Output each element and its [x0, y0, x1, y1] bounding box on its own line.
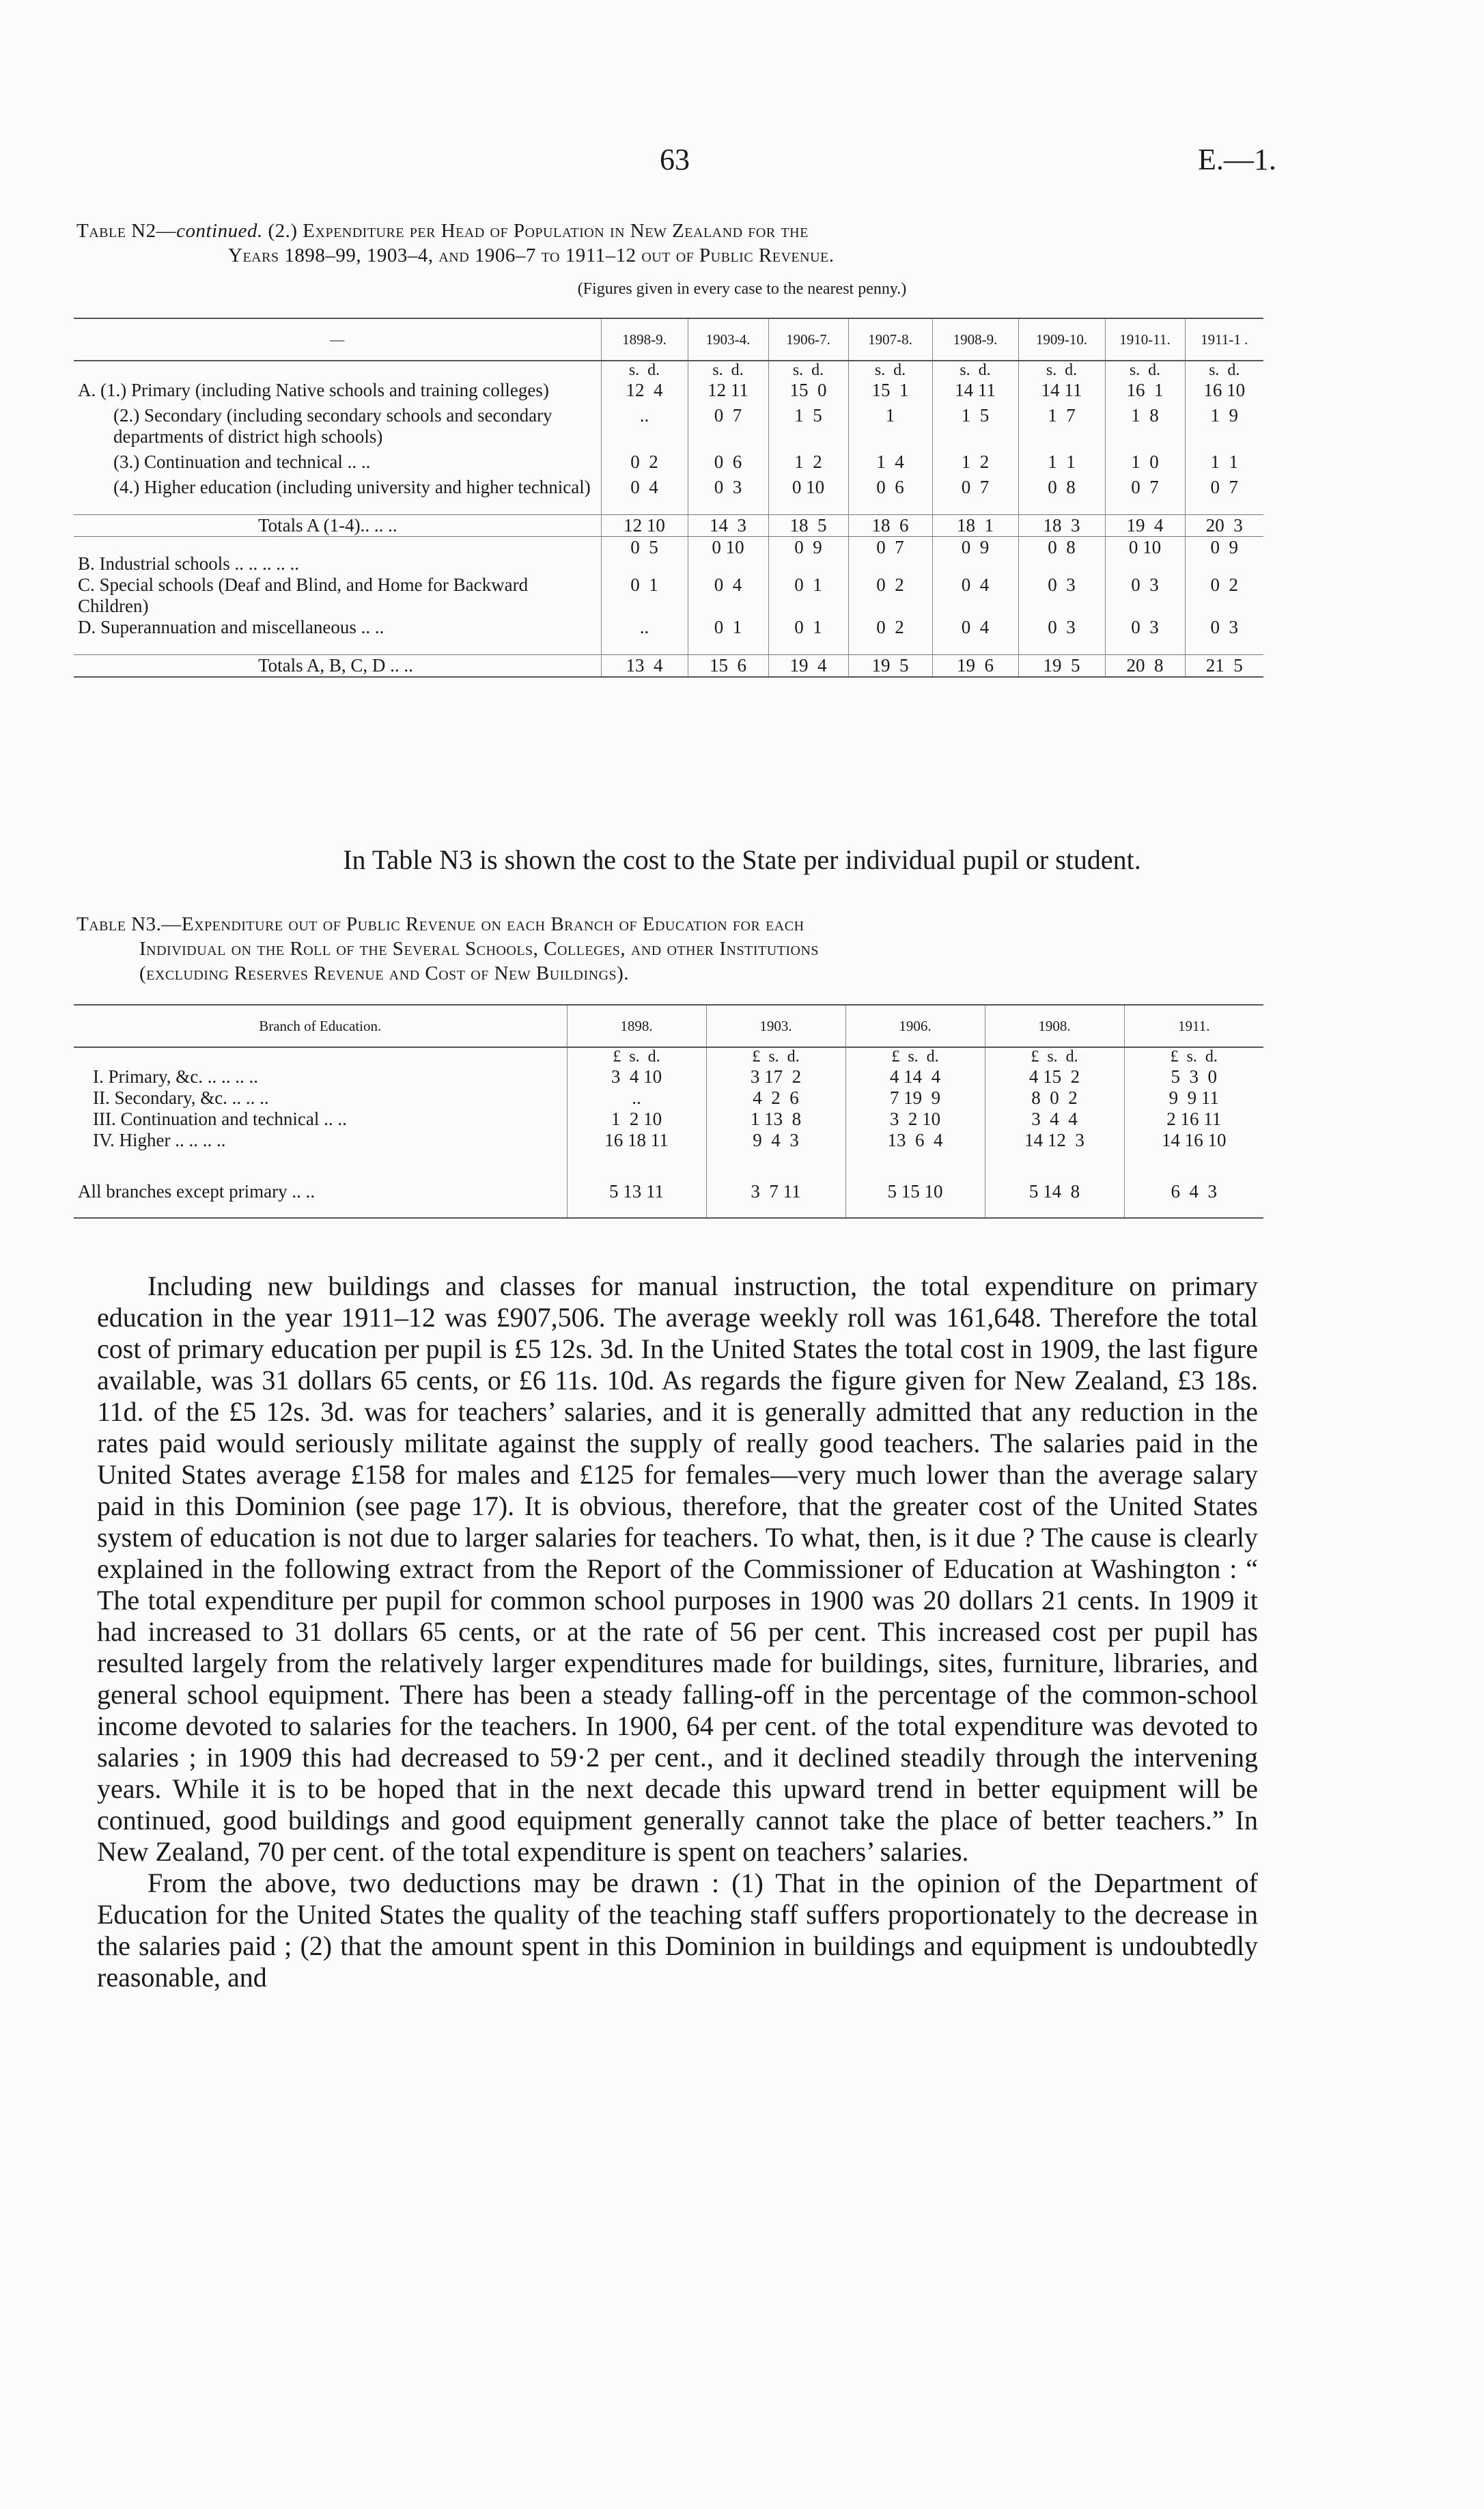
caption-line1: Table N3.—Expenditure out of Public Revenue on each Branch of Education for each — [76, 913, 804, 935]
page-code: E.—1. — [1198, 143, 1276, 176]
cell: 0 2 — [1185, 574, 1263, 617]
row-label: C. Special schools (Deaf and Blind, and Home for Backward Children) — [78, 574, 529, 616]
cell: 0 9 — [932, 537, 1018, 575]
cell: 5 15 10 — [845, 1166, 985, 1218]
cell: 0 6 — [848, 477, 932, 515]
table-row — [74, 515, 1263, 537]
table-row — [74, 1130, 1263, 1166]
cell: 0 10 — [1105, 537, 1185, 575]
cell: 4 2 6 — [706, 1087, 845, 1109]
row-label: I. Primary, &c. .. .. .. .. — [93, 1066, 258, 1087]
table-row — [74, 1087, 1263, 1109]
row-label: All branches except primary .. .. — [74, 1166, 567, 1218]
row-label: (2.) Secondary (including secondary schools and secondary departments of district high schools) — [113, 405, 552, 447]
page-number: 63 — [660, 143, 690, 176]
cell: 1 2 10 — [567, 1109, 706, 1130]
unit-cell: £ s. d. — [567, 1047, 706, 1066]
cell: 18 5 — [768, 515, 848, 537]
paragraph: From the above, two deductions may be drawn : (1) That in the opinion of the Department of Education for the United States the quality of the teaching staff suffers proportionately to the decrease in the salaries paid ; (2) that the amount spent in this Dominion in buildings and equipment is undoubtedly reasonable, and — [97, 1868, 1258, 1993]
branch-header: Branch of Education. — [74, 1005, 567, 1047]
unit-cell: s. d. — [932, 361, 1018, 380]
cell: 4 15 2 — [985, 1066, 1124, 1087]
row-label: (4.) Higher education (including university and higher technical) — [113, 477, 591, 497]
unit-cell: £ s. d. — [706, 1047, 845, 1066]
row-label: A. (1.) Primary (including Native schools and training colleges) — [78, 380, 549, 400]
table-n3 — [74, 1004, 1263, 1219]
cell: 1 5 — [932, 405, 1018, 452]
cell: 0 3 — [1105, 574, 1185, 617]
cell: 19 5 — [848, 655, 932, 678]
row-label: Totals A, B, C, D .. .. — [74, 655, 601, 678]
cell: 1 4 — [848, 452, 932, 477]
cell: 12 10 — [601, 515, 688, 537]
cell: 0 6 — [688, 452, 768, 477]
caption-line2: Individual on the Roll of the Several Schools, Colleges, and other Institutions — [139, 938, 820, 960]
cell: 1 0 — [1105, 452, 1185, 477]
cell: 0 7 — [1105, 477, 1185, 515]
cell: 0 8 — [1018, 537, 1105, 575]
body-text — [97, 1271, 1258, 1993]
intro-n3: In Table N3 is shown the cost to the State per individual pupil or student. — [343, 844, 1141, 875]
cell: 16 10 — [1185, 380, 1263, 405]
table-row — [74, 452, 1263, 477]
row-label: B. Industrial schools .. .. .. .. .. — [78, 553, 299, 574]
cell: 0 4 — [932, 574, 1018, 617]
cell: 14 16 10 — [1124, 1130, 1263, 1166]
cell: 9 9 11 — [1124, 1087, 1263, 1109]
cell: 1 13 8 — [706, 1109, 845, 1130]
cell: 0 1 — [768, 617, 848, 655]
caption-line2: Years 1898–99, 1903–4, and 1906–7 to 1911–12 out of Public Revenue. — [228, 245, 835, 266]
col-header: 1909-10. — [1018, 318, 1105, 361]
cell: 21 5 — [1185, 655, 1263, 678]
cell: 1 1 — [1018, 452, 1105, 477]
unit-cell: £ s. d. — [985, 1047, 1124, 1066]
unit-cell: s. d. — [1185, 361, 1263, 380]
cell: 1 9 — [1185, 405, 1263, 452]
cell: 0 7 — [932, 477, 1018, 515]
cell: 15 1 — [848, 380, 932, 405]
cell: 0 1 — [688, 617, 768, 655]
cell: 1 2 — [768, 452, 848, 477]
table-row — [74, 574, 1263, 617]
cell: 3 4 4 — [985, 1109, 1124, 1130]
unit-cell: s. d. — [768, 361, 848, 380]
cell: 1 — [848, 405, 932, 452]
table-row — [74, 655, 1263, 678]
table-n2-note: (Figures given in every case to the nearest penny.) — [577, 280, 907, 298]
cell: 1 1 — [1185, 452, 1263, 477]
caption-continued: continued. — [176, 220, 263, 242]
col-header: 1911-1 . — [1185, 318, 1263, 361]
cell: .. — [601, 405, 688, 452]
cell: 0 4 — [688, 574, 768, 617]
cell: 3 7 11 — [706, 1166, 845, 1218]
cell: 0 2 — [848, 574, 932, 617]
cell: 5 14 8 — [985, 1166, 1124, 1218]
cell: 12 4 — [601, 380, 688, 405]
row-label: II. Secondary, &c. .. .. .. — [93, 1087, 269, 1108]
table-n2 — [74, 318, 1263, 678]
cell: 0 9 — [768, 537, 848, 575]
cell: 4 14 4 — [845, 1066, 985, 1087]
paragraph: Including new buildings and classes for manual instruction, the total expenditure on primary education in the year 1911–12 was £907,506. The average weekly roll was 161,648. Therefore the total cost of primary education per pupil is £5 12s. 3d. In the United States the total cost in 1909, the last figure available, was 31 dollars 65 cents, or £6 11s. 10d. As regards the figure given for New Zealand, £3 18s. 11d. of the £5 12s. 3d. was for teachers’ salaries, and it is generally admitted that any reduction in the rates paid would seriously militate against the supply of really good teachers. The salaries paid in the United States average £158 for males and £125 for females—very much lower than the average salary paid in this Dominion (see page 17). It is obvious, therefore, that the greater cost of the United States system of education is not due to larger salaries for teachers. To what, then, is it due ? The cause is clearly explained in the following extract from the Report of the Commissioner of Education at Washington : “ The total expenditure per pupil for common school purposes in 1900 was 20 dollars 21 cents. In 1909 it had increased to 31 dollars 65 cents, or at the rate of 56 per cent. This increased cost per pupil has resulted largely from the relatively larger expenditures made for buildings, sites, furniture, libraries, and general school equipment. There has been a steady falling-off in the percentage of the common-school income devoted to salaries for the teachers. In 1900, 64 per cent. of the total expenditure was devoted to salaries ; in 1909 this had decreased to 59·2 per cent., and it declined steadily through the intervening years. While it is to be hoped that in the next decade this upward trend in better equipment will be continued, good buildings and good equipment generally cannot take the place of better teachers.” In New Zealand, 70 per cent. of the total expenditure is spent on teachers’ salaries. — [97, 1271, 1258, 1867]
cell: 15 0 — [768, 380, 848, 405]
row-label: Totals A (1-4).. .. .. — [74, 515, 601, 537]
table-row — [74, 1166, 1263, 1218]
cell: 7 19 9 — [845, 1087, 985, 1109]
cell: 0 10 — [768, 477, 848, 515]
cell: 0 3 — [1185, 617, 1263, 655]
unit-cell: £ s. d. — [1124, 1047, 1263, 1066]
cell: 0 7 — [848, 537, 932, 575]
cell: 14 11 — [932, 380, 1018, 405]
cell: 0 5 — [601, 537, 688, 575]
unit-cell: s. d. — [1018, 361, 1105, 380]
cell: 19 5 — [1018, 655, 1105, 678]
cell: 3 17 2 — [706, 1066, 845, 1087]
cell: 0 2 — [601, 452, 688, 477]
col-header: 1898. — [567, 1005, 706, 1047]
unit-cell: s. d. — [848, 361, 932, 380]
cell: 12 11 — [688, 380, 768, 405]
cell: 0 3 — [1018, 574, 1105, 617]
table-row — [74, 1109, 1263, 1130]
cell: 0 4 — [601, 477, 688, 515]
cell: 3 4 10 — [567, 1066, 706, 1087]
corner-cell: — — [74, 318, 601, 361]
cell: 1 2 — [932, 452, 1018, 477]
cell: 2 16 11 — [1124, 1109, 1263, 1130]
cell: 16 1 — [1105, 380, 1185, 405]
caption-prefix: Table N2— — [76, 220, 177, 242]
table-n3-caption — [76, 912, 1278, 986]
cell: 19 6 — [932, 655, 1018, 678]
cell: 0 9 — [1185, 537, 1263, 575]
col-header: 1903-4. — [688, 318, 768, 361]
cell: 20 8 — [1105, 655, 1185, 678]
cell: 20 3 — [1185, 515, 1263, 537]
cell: 13 6 4 — [845, 1130, 985, 1166]
cell: 18 1 — [932, 515, 1018, 537]
cell: 1 7 — [1018, 405, 1105, 452]
cell: 0 1 — [601, 574, 688, 617]
col-header: 1906-7. — [768, 318, 848, 361]
cell: 6 4 3 — [1124, 1166, 1263, 1218]
cell: 19 4 — [768, 655, 848, 678]
cell: 18 6 — [848, 515, 932, 537]
cell: 0 1 — [768, 574, 848, 617]
cell: .. — [567, 1087, 706, 1109]
row-label: (3.) Continuation and technical .. .. — [113, 452, 371, 472]
cell: 0 3 — [688, 477, 768, 515]
cell: 0 8 — [1018, 477, 1105, 515]
cell: 0 7 — [688, 405, 768, 452]
row-label: III. Continuation and technical .. .. — [93, 1109, 347, 1129]
table-n2-caption — [76, 219, 1278, 268]
col-header: 1908-9. — [932, 318, 1018, 361]
cell: 16 18 11 — [567, 1130, 706, 1166]
cell: 8 0 2 — [985, 1087, 1124, 1109]
table-row — [74, 537, 1263, 575]
col-header: 1903. — [706, 1005, 845, 1047]
cell: 0 3 — [1018, 617, 1105, 655]
cell: 3 2 10 — [845, 1109, 985, 1130]
col-header: 1911. — [1124, 1005, 1263, 1047]
unit-cell: s. d. — [1105, 361, 1185, 380]
cell: 14 3 — [688, 515, 768, 537]
cell: 15 6 — [688, 655, 768, 678]
cell: 5 13 11 — [567, 1166, 706, 1218]
cell: 13 4 — [601, 655, 688, 678]
cell: 14 12 3 — [985, 1130, 1124, 1166]
col-header: 1906. — [845, 1005, 985, 1047]
col-header: 1908. — [985, 1005, 1124, 1047]
cell: 0 4 — [932, 617, 1018, 655]
cell: .. — [601, 617, 688, 655]
cell: 18 3 — [1018, 515, 1105, 537]
table-row — [74, 405, 1263, 452]
table-row — [74, 477, 1263, 515]
row-label: D. Superannuation and miscellaneous .. .. — [78, 617, 384, 637]
cell: 0 2 — [848, 617, 932, 655]
cell: 19 4 — [1105, 515, 1185, 537]
col-header: 1907-8. — [848, 318, 932, 361]
col-header: 1910-11. — [1105, 318, 1185, 361]
cell: 5 3 0 — [1124, 1066, 1263, 1087]
table-row — [74, 617, 1263, 655]
cell: 0 10 — [688, 537, 768, 575]
cell: 0 7 — [1185, 477, 1263, 515]
unit-cell: £ s. d. — [845, 1047, 985, 1066]
cell: 14 11 — [1018, 380, 1105, 405]
cell: 9 4 3 — [706, 1130, 845, 1166]
table-row — [74, 1066, 1263, 1087]
cell: 0 3 — [1105, 617, 1185, 655]
row-label: IV. Higher .. .. .. .. — [93, 1130, 226, 1150]
unit-cell: s. d. — [601, 361, 688, 380]
cell: 1 8 — [1105, 405, 1185, 452]
cell: 1 5 — [768, 405, 848, 452]
caption-line3: (excluding Reserves Revenue and Cost of New Buildings). — [139, 962, 630, 984]
table-row — [74, 380, 1263, 405]
unit-cell: s. d. — [688, 361, 768, 380]
caption-line1: (2.) Expenditure per Head of Population in New Zealand for the — [262, 220, 809, 242]
col-header: 1898-9. — [601, 318, 688, 361]
